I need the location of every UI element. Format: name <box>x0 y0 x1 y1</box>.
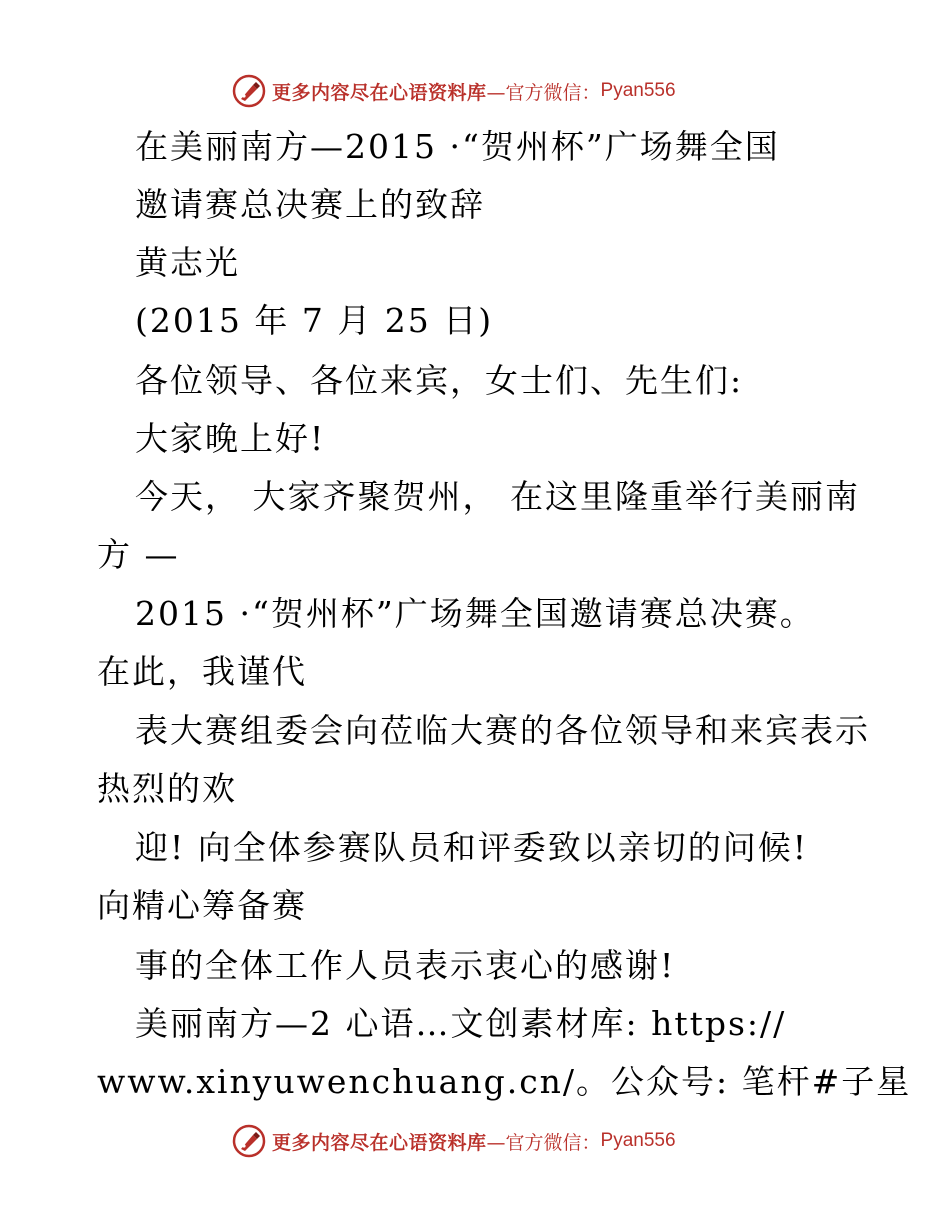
author: 黄志光 <box>135 243 240 282</box>
paragraph-line: 2015 ·“贺州杯”广场舞全国邀请赛总决赛。 <box>135 594 815 633</box>
watermark-text: 更多内容尽在心语资料库 <box>272 1131 487 1154</box>
title-line-1: 在美丽南方—2015 ·“贺州杯”广场舞全国 <box>135 127 780 166</box>
paragraph-line: 方 — <box>97 535 180 574</box>
paragraph-line: www.xinyuwenchuang.cn/。公众号: 笔杆#子星 <box>97 1062 912 1101</box>
paragraph-line: 向精心筹备赛 <box>97 886 307 925</box>
watermark-text: 更多内容尽在心语资料库 <box>272 81 487 104</box>
pen-logo-icon <box>232 1124 266 1158</box>
watermark-header <box>232 74 676 108</box>
paragraph-line: 事的全体工作人员表示衷心的感谢! <box>135 946 676 985</box>
greeting: 大家晚上好! <box>135 419 326 458</box>
paragraph-line: 在此，我谨代 <box>97 652 307 691</box>
pen-logo-icon <box>232 74 266 108</box>
title-line-2: 邀请赛总决赛上的致辞 <box>135 185 485 224</box>
paragraph-line: 美丽南方—2 心语…文创素材库: https:// <box>135 1004 787 1043</box>
watermark-account: Pyan556 <box>600 1130 676 1151</box>
watermark-separator: —官方微信： <box>486 81 601 104</box>
paragraph-line: 今天， 大家齐聚贺州， 在这里隆重举行美丽南 <box>135 477 860 516</box>
paragraph-line: 表大赛组委会向莅临大赛的各位领导和来宾表示 <box>135 711 870 750</box>
watermark-footer <box>232 1124 676 1158</box>
watermark-account: Pyan556 <box>600 80 676 101</box>
salutation: 各位领导、各位来宾，女士们、先生们: <box>135 361 744 400</box>
paragraph-line: 迎! 向全体参赛队员和评委致以亲切的问候! <box>135 828 809 867</box>
paragraph-line: 热烈的欢 <box>97 769 237 808</box>
watermark-separator: —官方微信： <box>486 1131 601 1154</box>
date: (2015 年 7 月 25 日) <box>135 301 494 340</box>
